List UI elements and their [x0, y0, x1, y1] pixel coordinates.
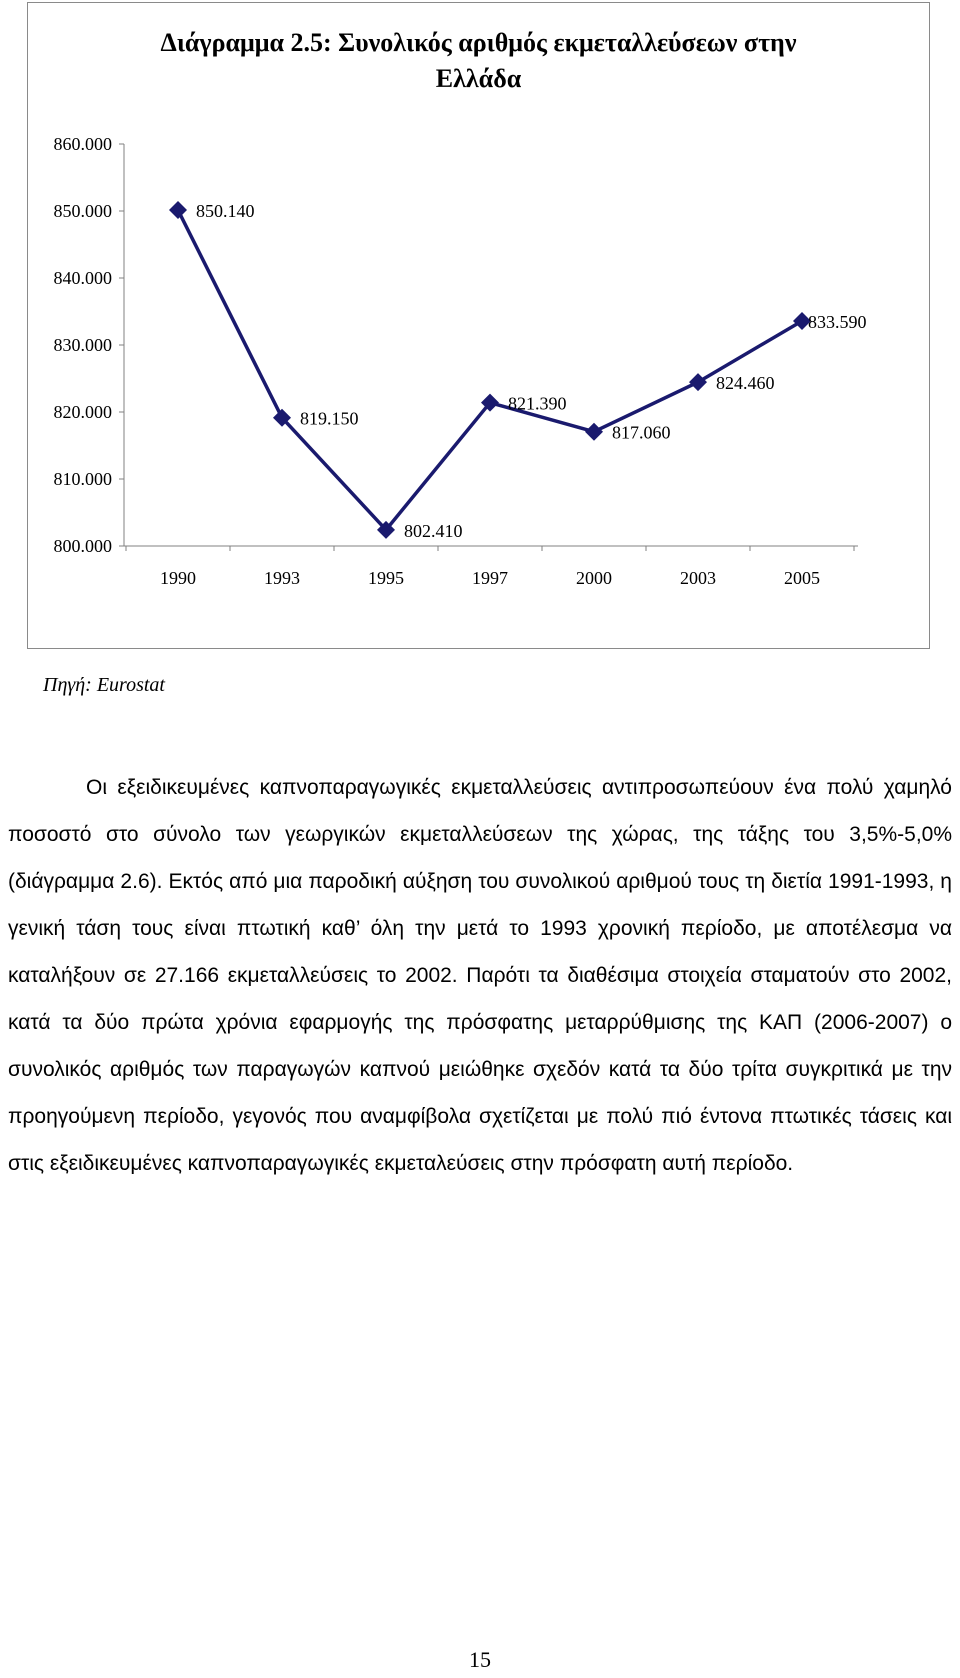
- chart-title-line-1: Διάγραμμα 2.5: Συνολικός αριθμός εκμεταλλεύσεων στην: [160, 28, 797, 57]
- y-tick-label: 800.000: [53, 536, 112, 556]
- chart-title-line-2: Ελλάδα: [435, 64, 522, 93]
- x-tick-label: 1990: [160, 568, 196, 588]
- x-tick-label: 1997: [472, 568, 508, 588]
- data-label: 819.150: [300, 408, 359, 429]
- y-tick-label: 830.000: [53, 335, 112, 355]
- data-label: 802.410: [404, 520, 463, 541]
- x-tick-label: 1993: [264, 568, 300, 588]
- source-note: Πηγή: Eurostat: [43, 674, 165, 696]
- page-number: 15: [469, 1647, 491, 1672]
- data-point-marker: [585, 423, 603, 441]
- data-label: 850.140: [196, 201, 255, 222]
- data-label: 824.460: [716, 373, 775, 394]
- data-label: 833.590: [808, 311, 867, 332]
- y-tick-label: 810.000: [53, 469, 112, 489]
- line-chart: [28, 3, 931, 650]
- y-tick-label: 850.000: [53, 201, 112, 221]
- data-point-marker: [169, 201, 187, 219]
- data-point-marker: [689, 373, 707, 391]
- y-tick-label: 840.000: [53, 268, 112, 288]
- data-label: 817.060: [612, 422, 671, 443]
- data-label: 821.390: [508, 393, 567, 414]
- y-tick-label: 820.000: [53, 402, 112, 422]
- x-tick-label: 2003: [680, 568, 716, 588]
- y-tick-label: 860.000: [53, 134, 112, 154]
- x-tick-label: 1995: [368, 568, 404, 588]
- x-tick-label: 2005: [784, 568, 820, 588]
- x-tick-label: 2000: [576, 568, 612, 588]
- body-paragraph: Οι εξειδικευμένες καπνοπαραγωγικές εκμεταλλεύσεις αντιπροσωπεύουν ένα πολύ χαμηλό ποσοστό στο σύνολο των γεωργικών εκμεταλλεύσεων της χώρας, της τάξης του 3,5%-5,0% (διάγραμμα 2.6). Εκτός από μια παροδική αύξηση του συνολικού αριθμού τους τη διετία 1991-1993, η γενική τάση τους είναι πτωτική καθ’ όλη την μετά το 1993 χρονική περίοδο, με αποτέλεσμα να καταλήξουν σε 27.166 εκμεταλλεύσεις το 2002. Παρότι τα διαθέσιμα στοιχεία σταματούν στο 2002, κατά τα δύο πρώτα χρόνια εφαρμογής της πρόσφατης μεταρρύθμισης της ΚΑΠ (2006-2007) ο συνολικός αριθμός των παραγωγών καπνού μειώθηκε σχεδόν κατά τα δύο τρίτα συγκριτικά με την προηγούμενη περίοδο, γεγονός που αναμφίβολα σχετίζεται με πολύ πιό έντονα πτωτικές τάσεις και στις εξειδικευμένες καπνοπαραγωγικές εκμεταλεύσεις στην πρόσφατη αυτή περίοδο.: [8, 776, 952, 1175]
- series-line: [178, 210, 802, 530]
- chart-frame: [27, 2, 930, 649]
